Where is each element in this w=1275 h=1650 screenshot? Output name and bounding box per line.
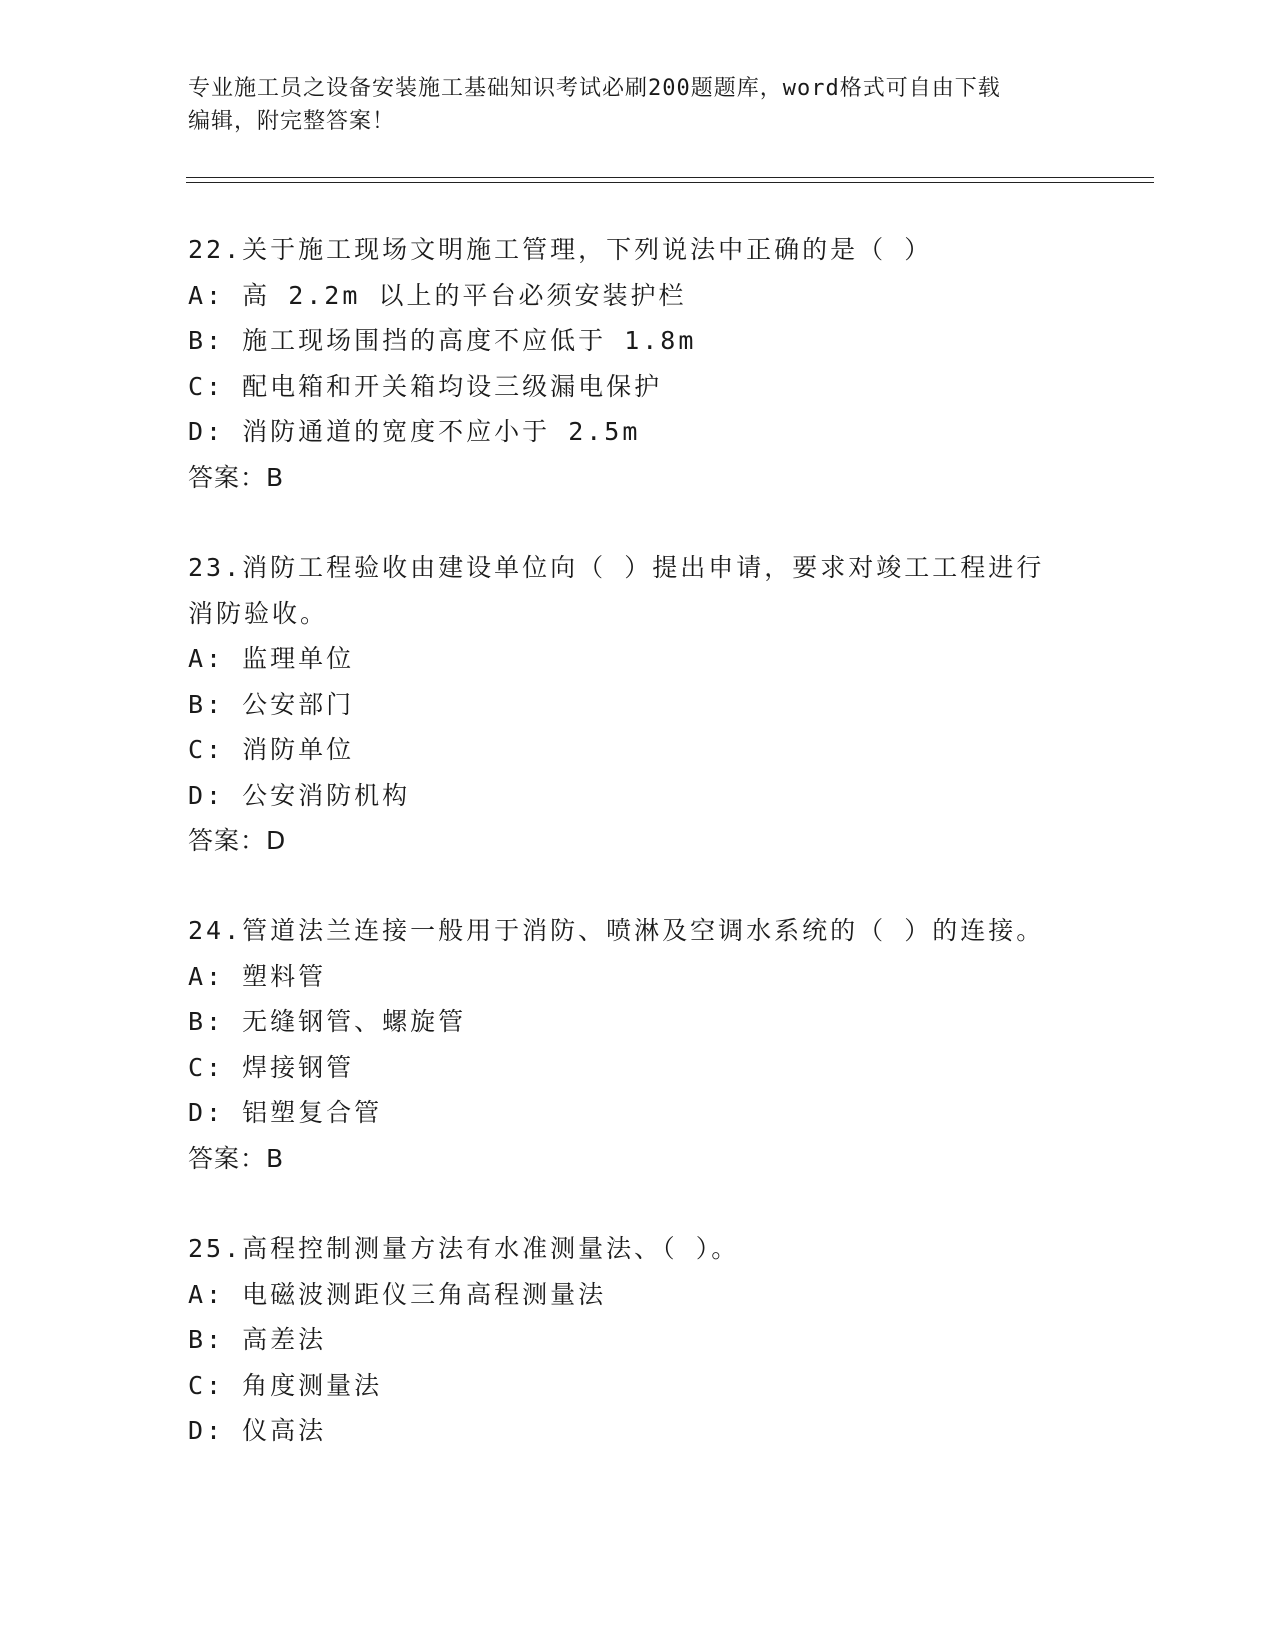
header-line-1: 专业施工员之设备安装施工基础知识考试必刷200题题库，word格式可自由下载 xyxy=(188,76,1001,101)
option-c: C: 焊接钢管 xyxy=(188,1052,355,1082)
option-d: D: 消防通道的宽度不应小于 2.5m xyxy=(188,417,641,446)
option-a: A: 电磁波测距仪三角高程测量法 xyxy=(188,1279,607,1309)
question-25 xyxy=(188,1226,1088,1454)
question-23 xyxy=(188,545,1088,864)
header-divider-thin xyxy=(186,177,1154,178)
option-d: D: 铝塑复合管 xyxy=(188,1098,383,1127)
option-d: D: 仪高法 xyxy=(188,1416,327,1445)
option-a: A: 塑料管 xyxy=(188,961,327,991)
option-a: A: 高 2.2m 以上的平台必须安装护栏 xyxy=(188,280,687,310)
header-divider-thick xyxy=(186,182,1154,183)
answer: 答案：B xyxy=(188,1143,285,1173)
option-b: B: 无缝钢管、螺旋管 xyxy=(188,1007,467,1036)
question-stem-continued: 消防验收。 xyxy=(188,598,329,628)
question-stem: 22.关于施工现场文明施工管理，下列说法中正确的是（ ） xyxy=(188,235,933,264)
document-header xyxy=(188,72,1078,138)
option-c: C: 消防单位 xyxy=(188,735,355,764)
question-stem: 23.消防工程验收由建设单位向（ ）提出申请，要求对竣工工程进行 xyxy=(188,553,1045,582)
answer: 答案：D xyxy=(188,826,287,855)
question-22 xyxy=(188,227,1088,500)
option-c: C: 配电箱和开关箱均设三级漏电保护 xyxy=(188,371,663,401)
question-stem: 24.管道法兰连接一般用于消防、喷淋及空调水系统的（ ）的连接。 xyxy=(188,916,1045,945)
header-line-2: 编辑，附完整答案！ xyxy=(188,109,396,134)
question-stem: 25.高程控制测量方法有水准测量法、（ ）。 xyxy=(188,1234,740,1263)
option-a: A: 监理单位 xyxy=(188,644,355,673)
question-24 xyxy=(188,908,1088,1181)
option-c: C: 角度测量法 xyxy=(188,1370,383,1400)
option-b: B: 高差法 xyxy=(188,1325,327,1354)
option-b: B: 施工现场围挡的高度不应低于 1.8m xyxy=(188,326,697,355)
answer: 答案：B xyxy=(188,462,285,492)
option-b: B: 公安部门 xyxy=(188,689,355,719)
option-d: D: 公安消防机构 xyxy=(188,780,411,810)
